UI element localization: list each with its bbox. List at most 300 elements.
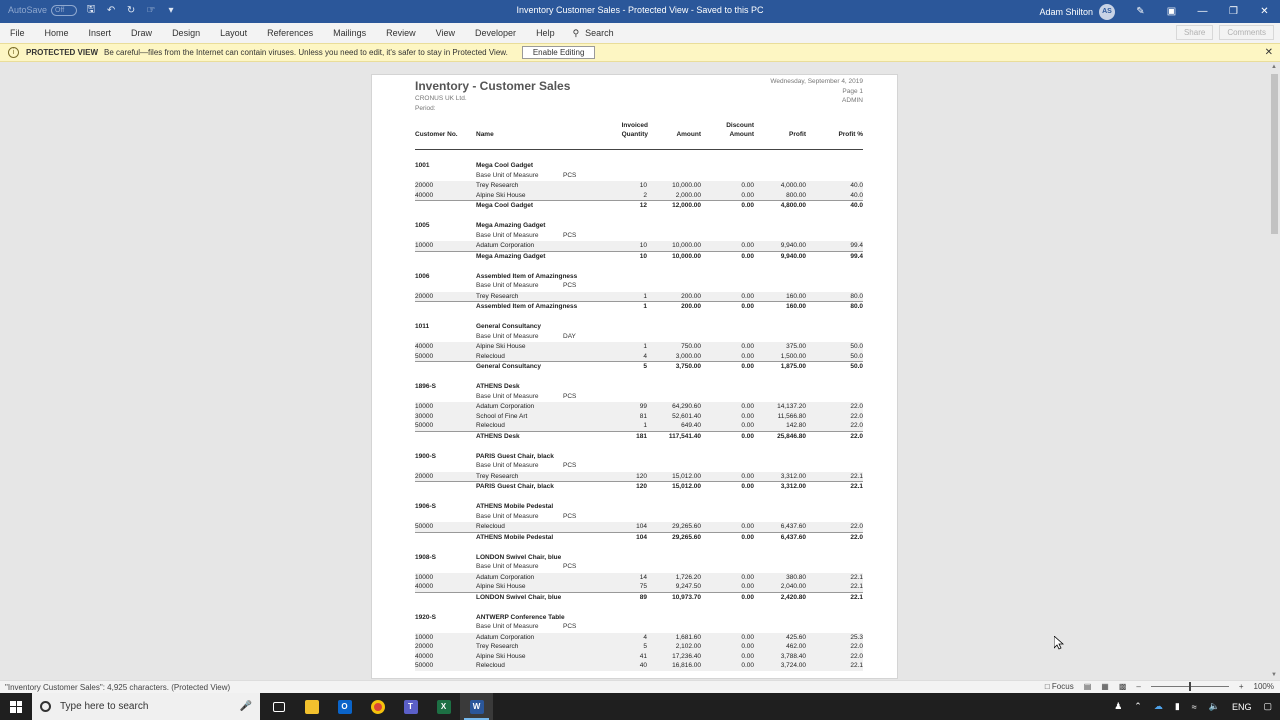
table-row — [415, 352, 863, 362]
network-icon[interactable]: ≈ — [1191, 701, 1197, 712]
subtotal-row — [415, 431, 863, 441]
uom-row — [415, 392, 863, 402]
customize-qat-icon[interactable]: ▾ — [168, 4, 174, 16]
cell-qty: 40 — [639, 662, 647, 669]
subtotal-row — [415, 361, 863, 371]
page-number: Page 1 — [842, 87, 863, 95]
cell-name: Base Unit of Measure — [476, 171, 539, 179]
people-icon[interactable]: ♟ — [1114, 701, 1123, 711]
uom-row — [415, 231, 863, 241]
microphone-icon[interactable]: 🎤 — [239, 701, 252, 712]
cell-prof: 3,724.00 — [780, 662, 806, 669]
cell-disc: 0.00 — [741, 652, 754, 660]
cell-qty: 1 — [643, 303, 647, 310]
table-row — [415, 191, 863, 201]
cell-pct: 40.0 — [850, 191, 863, 199]
cell-no: 10000 — [415, 242, 434, 249]
table-row — [415, 412, 863, 422]
taskbar-search[interactable] — [32, 693, 260, 720]
tab-file[interactable]: File — [10, 28, 25, 38]
cell-pct: 22.0 — [850, 643, 863, 650]
uom-row — [415, 281, 863, 291]
cell-no: 20000 — [415, 182, 434, 189]
cell-amt: 29,265.60 — [672, 533, 701, 541]
cell-disc: 0.00 — [741, 242, 754, 249]
cell-no: 50000 — [415, 523, 434, 530]
cell-name: Trey Research — [476, 292, 519, 300]
cell-no: 1900-S — [415, 452, 436, 460]
table-row — [415, 642, 863, 652]
search-label: Search — [585, 28, 614, 38]
cell-pct: 22.1 — [850, 472, 863, 480]
cell-prof: 142.80 — [786, 422, 806, 429]
cell-pct: 22.0 — [850, 523, 863, 530]
header-profit: Profit — [789, 131, 806, 138]
volume-icon[interactable]: 🔈 — [1208, 701, 1220, 711]
cell-qty: 99 — [639, 403, 647, 410]
cell-name: General Consultancy — [476, 323, 542, 330]
cell-uom: PCS — [563, 231, 577, 239]
cell-name: Mega Amazing Gadget — [476, 222, 546, 229]
cell-qty: 1 — [643, 292, 647, 300]
cell-amt: 3,000.00 — [675, 352, 701, 360]
cell-name: Base Unit of Measure — [476, 623, 539, 630]
cell-amt: 10,000.00 — [672, 252, 701, 260]
header-divider — [415, 149, 863, 150]
scroll-up-icon[interactable]: ▲ — [1271, 64, 1277, 70]
cell-name: General Consultancy — [476, 363, 542, 370]
cell-amt: 15,012.00 — [672, 472, 701, 480]
cell-pct: 22.0 — [850, 412, 863, 420]
cell-no: 1906-S — [415, 503, 436, 510]
cell-prof: 4,800.00 — [780, 202, 806, 209]
cell-pct: 99.4 — [850, 252, 863, 260]
cell-no: 40000 — [415, 343, 434, 350]
cell-amt: 10,973.70 — [672, 593, 701, 601]
table-row — [415, 582, 863, 592]
vertical-scrollbar[interactable] — [1268, 62, 1280, 680]
cell-disc: 0.00 — [741, 352, 754, 360]
cell-name: School of Fine Art — [476, 412, 528, 420]
cell-amt: 649.40 — [681, 422, 701, 429]
uom-row — [415, 562, 863, 572]
cell-name: ATHENS Mobile Pedestal — [476, 533, 554, 541]
cell-pct: 40.0 — [850, 182, 863, 189]
cell-amt: 750.00 — [681, 343, 701, 350]
cell-qty: 10 — [639, 242, 647, 249]
cell-amt: 200.00 — [681, 303, 701, 310]
cell-qty: 12 — [639, 202, 647, 209]
cell-disc: 0.00 — [741, 633, 754, 641]
cell-qty: 81 — [639, 412, 647, 420]
cell-name: LONDON Swivel Chair, blue — [476, 593, 562, 601]
tab-review[interactable]: Review — [386, 28, 416, 38]
cell-pct: 22.0 — [850, 422, 863, 429]
cell-uom: PCS — [563, 563, 577, 570]
cell-qty: 4 — [643, 352, 647, 360]
table-row — [415, 633, 863, 643]
cell-name: Assembled Item of Amazingness — [476, 272, 578, 280]
cell-disc: 0.00 — [741, 202, 754, 209]
cell-prof: 1,500.00 — [780, 352, 806, 360]
cell-prof: 4,000.00 — [780, 182, 806, 189]
cell-amt: 12,000.00 — [672, 202, 701, 209]
tab-help[interactable]: Help — [536, 28, 555, 38]
cell-amt: 1,681.60 — [675, 633, 701, 641]
tab-home[interactable]: Home — [44, 28, 69, 38]
share-button[interactable]: Share — [1176, 25, 1213, 40]
cell-disc: 0.00 — [741, 593, 754, 601]
zoom-level[interactable]: 100% — [1253, 682, 1274, 691]
cell-prof: 3,788.40 — [780, 652, 806, 660]
tab-insert[interactable]: Insert — [88, 28, 112, 38]
tab-developer[interactable]: Developer — [475, 28, 517, 38]
tab-draw[interactable]: Draw — [131, 28, 153, 38]
table-row — [415, 241, 863, 251]
cell-qty: 120 — [636, 472, 647, 480]
user-name[interactable]: Adam Shilton — [1039, 6, 1093, 17]
cell-no: 1011 — [415, 323, 430, 330]
cell-disc: 0.00 — [741, 303, 754, 310]
cell-prof: 380.80 — [786, 573, 806, 581]
windows-start-icon[interactable] — [0, 693, 32, 720]
table-row — [415, 472, 863, 482]
cell-amt: 1,726.20 — [675, 573, 701, 581]
notifications-icon[interactable]: ▢ — [1263, 701, 1272, 711]
cell-disc: 0.00 — [741, 182, 754, 189]
cell-name: ATHENS Desk — [476, 383, 520, 390]
cell-prof: 800.00 — [786, 191, 806, 199]
cell-prof: 3,312.00 — [780, 472, 806, 480]
cell-name: Mega Cool Gadget — [476, 162, 534, 169]
header-customer-no: Customer No. — [415, 131, 458, 138]
cell-disc: 0.00 — [741, 363, 754, 370]
ribbon-search[interactable] — [573, 28, 614, 39]
cell-uom: PCS — [563, 623, 577, 630]
scroll-down-icon[interactable]: ▼ — [1271, 672, 1277, 678]
save-icon[interactable]: 🖫 — [86, 3, 96, 15]
uom-row — [415, 332, 863, 342]
cell-name: Alpine Ski House — [476, 583, 526, 590]
cell-name: Alpine Ski House — [476, 343, 526, 350]
cell-disc: 0.00 — [741, 643, 754, 650]
header-amount: Amount — [676, 131, 701, 138]
cell-name: Mega Cool Gadget — [476, 202, 534, 209]
tab-design[interactable]: Design — [172, 28, 201, 38]
cell-amt: 29,265.60 — [672, 523, 701, 530]
table-row — [415, 292, 863, 302]
cell-no: 20000 — [415, 472, 434, 480]
minimize-icon[interactable]: — — [1197, 6, 1208, 17]
cell-disc: 0.00 — [741, 533, 754, 541]
cell-name: ATHENS Desk — [476, 432, 520, 440]
avatar[interactable]: AS — [1099, 4, 1115, 20]
redo-icon[interactable]: ↻ — [126, 4, 136, 16]
cell-pct: 22.0 — [850, 533, 863, 541]
cell-name: Trey Research — [476, 643, 519, 650]
cell-pct: 99.4 — [850, 242, 863, 249]
cell-disc: 0.00 — [741, 523, 754, 530]
cell-qty: 89 — [639, 593, 647, 601]
scrollbar-thumb[interactable] — [1271, 74, 1278, 234]
header-name: Name — [476, 131, 494, 138]
cell-prof: 6,437.60 — [780, 533, 806, 541]
cell-no: 20000 — [415, 643, 434, 650]
cell-qty: 10 — [639, 182, 647, 189]
cell-name: Base Unit of Measure — [476, 231, 539, 239]
cell-no: 1001 — [415, 162, 430, 169]
cell-name: Alpine Ski House — [476, 652, 526, 660]
cell-prof: 25,846.80 — [777, 432, 806, 440]
excel-icon[interactable]: X — [427, 693, 460, 720]
zoom-in-icon[interactable]: + — [1238, 682, 1244, 691]
cell-amt: 64,290.60 — [672, 403, 701, 410]
web-layout-icon[interactable]: ▩ — [1118, 682, 1127, 691]
cell-no: 50000 — [415, 422, 434, 429]
print-layout-icon[interactable]: ▦ — [1101, 682, 1109, 691]
tab-layout[interactable]: Layout — [220, 28, 248, 38]
cell-prof: 425.60 — [786, 633, 806, 641]
cell-disc: 0.00 — [741, 583, 754, 590]
subtotal-row — [415, 251, 863, 261]
cell-name: Base Unit of Measure — [476, 563, 539, 570]
cell-qty: 120 — [636, 483, 647, 490]
protected-view-title: PROTECTED VIEW — [26, 48, 99, 57]
cell-name: PARIS Guest Chair, black — [476, 452, 554, 460]
cell-prof: 3,312.00 — [780, 483, 806, 490]
task-view-icon[interactable] — [262, 693, 295, 720]
cell-uom: PCS — [563, 282, 577, 289]
item-header-row — [415, 221, 863, 231]
cell-no: 50000 — [415, 662, 434, 669]
cell-amt: 2,102.00 — [675, 643, 701, 650]
cell-amt: 9,247.50 — [675, 583, 701, 590]
cell-name: LONDON Swivel Chair, blue — [476, 553, 562, 561]
cell-disc: 0.00 — [741, 483, 754, 490]
cell-name: PARIS Guest Chair, black — [476, 483, 554, 490]
cell-prof: 462.00 — [786, 643, 806, 650]
cell-pct: 22.0 — [850, 432, 863, 440]
teams-icon[interactable]: T — [394, 693, 427, 720]
outlook-icon[interactable]: O — [328, 693, 361, 720]
document-title: Inventory Customer Sales - Protected View - Saved to this PC — [516, 5, 764, 15]
cell-name: Base Unit of Measure — [476, 282, 539, 289]
status-bar — [0, 680, 1280, 693]
cell-no: 20000 — [415, 292, 434, 300]
ribbon-display-icon[interactable]: ▣ — [1166, 6, 1177, 17]
taskbar — [0, 693, 1280, 720]
table-row — [415, 342, 863, 352]
item-header-row — [415, 161, 863, 171]
cell-pct: 40.0 — [850, 202, 863, 209]
cell-name: Base Unit of Measure — [476, 512, 539, 520]
table-row — [415, 522, 863, 532]
cell-pct: 22.0 — [850, 652, 863, 660]
close-icon[interactable]: ✕ — [1264, 47, 1273, 58]
cell-amt: 2,000.00 — [675, 191, 701, 199]
cell-pct: 22.1 — [850, 593, 863, 601]
cell-pct: 50.0 — [850, 343, 863, 350]
file-explorer-icon[interactable] — [295, 693, 328, 720]
cell-disc: 0.00 — [741, 343, 754, 350]
cell-no: 1896-S — [415, 383, 436, 390]
tab-references[interactable]: References — [267, 28, 314, 38]
cell-qty: 4 — [643, 633, 647, 641]
battery-icon[interactable]: ▮ — [1174, 701, 1180, 711]
report-title: Inventory - Customer Sales — [415, 79, 571, 93]
cell-pct: 50.0 — [850, 363, 863, 370]
uom-row — [415, 461, 863, 471]
cell-name: Base Unit of Measure — [476, 392, 539, 400]
cell-qty: 14 — [639, 573, 647, 581]
cell-qty: 2 — [643, 191, 647, 199]
table-row — [415, 181, 863, 191]
cell-no: 30000 — [415, 412, 434, 420]
cell-pct: 80.0 — [850, 303, 863, 310]
protected-view-bar — [0, 43, 1280, 62]
cell-no: 1006 — [415, 272, 430, 280]
report-date: Wednesday, September 4, 2019 — [770, 78, 863, 85]
table-row — [415, 573, 863, 583]
cell-amt: 16,816.00 — [672, 662, 701, 669]
cell-no: 40000 — [415, 583, 434, 590]
header-invoiced-quantity: Invoiced Quantity — [621, 122, 648, 138]
cortana-icon — [40, 701, 51, 712]
cell-disc: 0.00 — [741, 403, 754, 410]
enable-editing-button[interactable]: Enable Editing — [522, 46, 596, 59]
header-profit-pct: Profit % — [838, 131, 863, 138]
uom-row — [415, 512, 863, 522]
cell-no: 50000 — [415, 352, 434, 360]
taskbar-search-placeholder: Type here to search — [60, 701, 149, 712]
item-header-row — [415, 502, 863, 512]
cell-disc: 0.00 — [741, 662, 754, 669]
zoom-out-icon[interactable]: – — [1136, 682, 1141, 691]
cell-no: 40000 — [415, 652, 434, 660]
autosave-label: AutoSave — [8, 5, 48, 15]
language-indicator[interactable]: ENG — [1231, 701, 1252, 712]
subtotal-row — [415, 532, 863, 542]
cell-pct: 50.0 — [850, 352, 863, 360]
restore-icon[interactable]: ❐ — [1229, 6, 1238, 17]
ribbon-tabs — [0, 23, 1280, 43]
tab-mailings[interactable]: Mailings — [333, 28, 367, 38]
cell-name: Base Unit of Measure — [476, 462, 539, 469]
tab-view[interactable]: View — [435, 28, 456, 38]
cell-pct: 80.0 — [850, 292, 863, 300]
cell-prof: 6,437.60 — [780, 523, 806, 530]
cell-prof: 375.00 — [786, 343, 806, 350]
cell-pct: 22.1 — [850, 583, 863, 590]
cell-disc: 0.00 — [741, 191, 754, 199]
zoom-slider[interactable] — [1151, 686, 1229, 687]
cell-pct: 25.3 — [850, 633, 863, 641]
cell-name: Assembled Item of Amazingness — [476, 303, 578, 310]
uom-row — [415, 622, 863, 632]
status-text: "Inventory Customer Sales": 4,925 characters. (Protected View) — [5, 683, 231, 692]
show-hidden-icons[interactable]: ⌃ — [1134, 701, 1142, 711]
focus-button[interactable]: □ Focus — [1044, 682, 1074, 691]
cell-amt: 52,601.40 — [672, 412, 701, 420]
word-icon[interactable]: W — [460, 693, 493, 720]
cell-disc: 0.00 — [741, 422, 754, 429]
cell-no: 1005 — [415, 222, 430, 229]
cell-name: Mega Amazing Gadget — [476, 252, 546, 260]
shield-icon: i — [8, 47, 19, 58]
pen-icon[interactable]: ✎ — [1136, 6, 1145, 17]
cell-name: Alpine Ski House — [476, 191, 526, 199]
cell-name: Relecloud — [476, 662, 505, 669]
cell-qty: 1 — [643, 422, 647, 429]
table-row — [415, 421, 863, 431]
cell-pct: 22.1 — [850, 483, 863, 490]
cell-disc: 0.00 — [741, 292, 754, 300]
item-header-row — [415, 272, 863, 282]
header-discount-amount: Discount Amount — [726, 122, 754, 138]
cell-qty: 5 — [643, 363, 647, 370]
close-icon[interactable]: ✕ — [1260, 6, 1269, 17]
cell-no: 40000 — [415, 191, 434, 199]
cell-uom: PCS — [563, 171, 577, 179]
cell-prof: 2,040.00 — [780, 583, 806, 590]
subtotal-row — [415, 200, 863, 210]
subtotal-row — [415, 481, 863, 491]
cell-disc: 0.00 — [741, 472, 754, 480]
subtotal-row — [415, 301, 863, 311]
undo-icon[interactable]: ↶ — [106, 4, 116, 16]
cell-disc: 0.00 — [741, 412, 754, 420]
chrome-icon[interactable] — [361, 693, 394, 720]
cell-amt: 117,541.40 — [668, 432, 701, 440]
table-row — [415, 661, 863, 671]
read-mode-icon[interactable]: ▤ — [1083, 682, 1092, 691]
table-row — [415, 402, 863, 412]
cell-name: Trey Research — [476, 182, 519, 189]
uom-row — [415, 171, 863, 181]
report-user: ADMIN — [842, 97, 863, 104]
subtotal-row — [415, 592, 863, 602]
cell-uom: PCS — [563, 462, 577, 469]
cell-name: Adatum Corporation — [476, 573, 535, 581]
cell-amt: 10,000.00 — [672, 182, 701, 189]
cell-no: 10000 — [415, 633, 434, 641]
cell-amt: 17,236.40 — [672, 652, 701, 660]
cell-qty: 181 — [636, 432, 647, 440]
cell-name: Trey Research — [476, 472, 519, 480]
cell-no: 10000 — [415, 573, 434, 581]
cell-pct: 22.0 — [850, 403, 863, 410]
cell-qty: 104 — [636, 533, 647, 541]
document-page — [371, 74, 898, 679]
title-bar — [0, 0, 1280, 23]
cell-no: 10000 — [415, 403, 434, 410]
cell-pct: 22.1 — [850, 662, 863, 669]
cell-prof: 160.00 — [786, 303, 806, 310]
cell-qty: 10 — [639, 252, 647, 260]
cell-amt: 15,012.00 — [672, 483, 701, 490]
comments-button[interactable]: Comments — [1219, 25, 1274, 40]
onedrive-icon[interactable]: ☁ — [1153, 701, 1163, 711]
cell-no: 1920-S — [415, 613, 436, 621]
cell-no: 1908-S — [415, 553, 436, 561]
cell-amt: 3,750.00 — [675, 363, 701, 370]
cell-name: ATHENS Mobile Pedestal — [476, 503, 554, 510]
cell-amt: 10,000.00 — [672, 242, 701, 249]
cell-prof: 14,137.20 — [777, 403, 806, 410]
cell-name: Adatum Corporation — [476, 242, 535, 249]
touch-mode-icon[interactable]: ☞ — [146, 4, 156, 16]
cell-uom: PCS — [563, 392, 577, 400]
